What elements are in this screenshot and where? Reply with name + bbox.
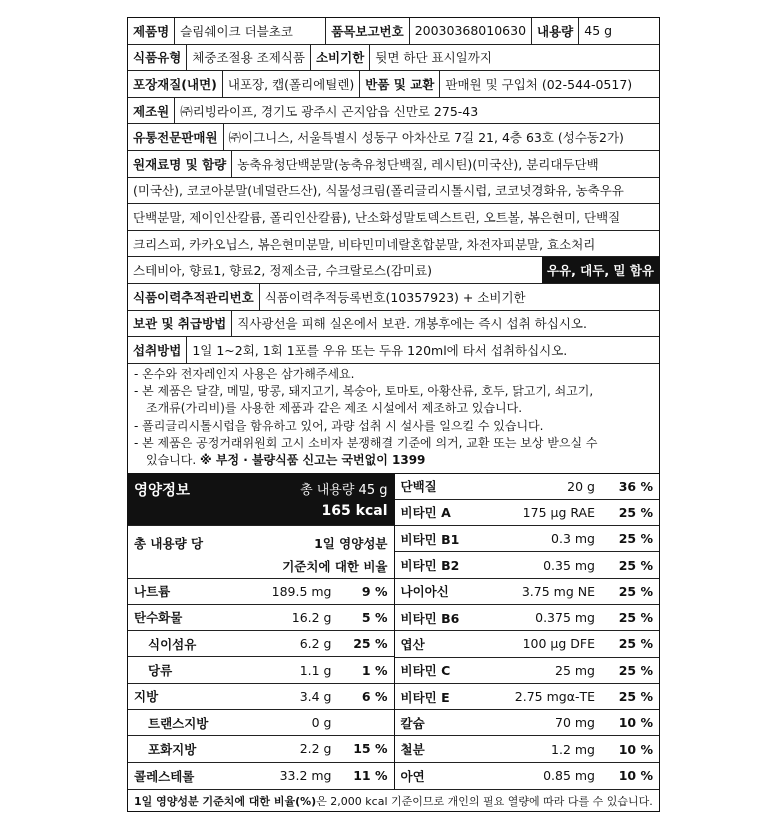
note-2a: - 본 제품은 달걀, 메밀, 땅콩, 돼지고기, 복숭아, 토마토, 아황산류, 호두, 닭고기, 쇠고기, [134,384,594,399]
nutrient-row [395,474,660,500]
nutrient-name: 콜레스테롤 [134,768,195,784]
nutrient-amount: 189.5 mg [271,583,332,599]
nutrient-amount: 1.1 g [299,662,332,678]
nutrition-basis [128,526,394,579]
nutrient-amount: 3.75 mg NE [521,583,595,599]
nutrient-row [395,684,660,710]
nutrient-percent: 25 % [618,583,653,599]
nutrient-name: 비타민 C [400,663,451,679]
nutrient-percent: 1 % [361,662,388,678]
nutrient-name: 비타민 B1 [400,531,460,547]
nutrition-right-column [394,474,660,790]
row-storage [128,311,659,338]
nutrient-amount: 3.4 g [299,688,332,704]
nutrient-percent: 6 % [361,688,388,704]
nutrient-row [395,500,660,526]
nutrient-amount: 16.2 g [291,609,332,625]
nutrient-row [128,657,394,683]
seller: ㈜이그니스, 서울특별시 성동구 아차산로 7길 21, 4층 63호 (성수동2가) [228,130,624,146]
nutrient-percent: 25 % [618,504,653,520]
nutrient-row [128,605,394,631]
note-2b: 조개류(가리비)를 사용한 제품과 같은 제조 시설에서 제조하고 있습니다. [146,401,523,416]
nutrient-amount: 33.2 mg [279,768,332,784]
nutrient-amount: 20 g [567,478,595,494]
row-ingredients [128,151,659,178]
nutrient-row [128,763,394,789]
nutrient-name: 지방 [134,689,159,705]
volume: 45 g [584,23,613,39]
expiry-label: 소비기한 [310,45,370,71]
nutrient-amount: 100 μg DFE [522,636,595,652]
nutrient-name: 칼슘 [400,715,425,731]
nutrition-header [128,474,394,526]
nutrient-percent: 25 % [618,531,653,547]
nutrient-amount: 6.2 g [299,636,332,652]
nutrient-percent: 25 % [618,636,653,652]
storage: 직사광선을 피해 실온에서 보관. 개봉후에는 즉시 섭취 하십시오. [237,316,587,332]
return-label: 반품 및 교환 [359,71,440,97]
nutrition-left-column [128,474,394,790]
row-trace [128,284,659,311]
trace-label: 식품이력추적관리번호 [128,284,260,310]
nutrient-percent: 10 % [618,768,653,784]
row-product-name [128,18,659,45]
nutrient-row [395,579,660,605]
row-intake [128,337,659,364]
return-info: 판매원 및 구입처 (02-544-0517) [445,76,633,92]
nutrient-row [128,736,394,762]
volume-label: 내용량 [531,18,579,44]
note-1: - 온수와 전자레인지 사용은 삼가해주세요. [134,366,355,381]
nutrient-percent: 25 % [618,662,653,678]
nutrient-percent: 25 % [618,689,653,705]
product-name: 슬림쉐이크 더블초코 [180,23,293,39]
nutrient-amount: 2.75 mgα-TE [514,689,595,705]
nutrient-name: 포화지방 [148,741,197,757]
basis-right-1: 1일 영양성분 [314,535,388,551]
nutrition-footer [128,789,659,811]
food-type: 체중조절용 조제식품 [192,50,305,66]
nutrition-total: 총 내용량 45 g [300,482,388,498]
nutrient-amount: 0.35 mg [543,557,595,573]
basis-left: 총 내용량 당 [134,535,204,551]
food-type-label: 식품유형 [128,45,187,71]
nutrient-amount: 0 g [311,715,332,731]
footer-rest: 은 2,000 kcal 기준이므로 개인의 필요 열량에 따라 다를 수 있습니다. [316,795,653,809]
note-4c: ※ 부정 · 불량식품 신고는 국번없이 1399 [200,453,426,468]
ingredients-line-2: (미국산), 코코아분말(네덜란드산), 식물성크림(폴리글리시톨시럽, 코코넛경화유, 농축우유 [128,178,659,205]
report-no-label: 품목보고번호 [325,18,409,44]
nutrient-name: 식이섬유 [148,636,197,652]
nutrient-amount: 1.2 mg [551,741,595,757]
note-4a: - 본 제품은 공정거래위원회 고시 소비자 분쟁해결 기준에 의거, 교환 또는 보상 받으실 수 [134,435,598,450]
packaging-label: 포장재질(내면) [128,71,223,97]
nutrient-row [395,631,660,657]
intake-label: 섭취방법 [128,337,187,363]
nutrient-percent: 11 % [353,768,388,784]
nutrient-name: 나이아신 [400,584,449,600]
trace: 식품이력추적등록번호(10357923) + 소비기한 [264,289,526,305]
notes-section [128,364,659,474]
nutrient-percent: 25 % [618,610,653,626]
storage-label: 보관 및 취급방법 [128,311,232,337]
nutrient-name: 아연 [400,768,425,784]
nutrient-name: 트랜스지방 [148,715,209,731]
note-4b-line [134,452,653,469]
nutrient-amount: 0.375 mg [535,610,595,626]
nutrient-row [395,710,660,736]
basis-right-2: 기준치에 대한 비율 [282,558,388,574]
nutrient-percent: 25 % [618,557,653,573]
nutrient-row [395,605,660,631]
nutrient-row [395,526,660,552]
nutrient-name: 비타민 B2 [400,558,460,574]
nutrient-row [395,736,660,762]
nutrient-row [395,658,660,684]
nutrient-row [128,579,394,605]
nutrient-row [128,631,394,657]
nutrient-name: 단백질 [400,479,437,495]
nutrient-row [395,763,660,789]
nutrient-percent: 15 % [353,741,388,757]
nutrient-name: 나트륨 [134,584,171,600]
row-food-type [128,45,659,72]
nutrition-table [128,474,659,790]
maker: ㈜리빙라이프, 경기도 광주시 곤지암읍 신만로 275-43 [180,103,479,119]
intake: 1일 1~2회, 1회 1포를 우유 또는 두유 120ml에 타서 섭취하십시오. [192,342,568,358]
note-4b: 있습니다. [146,453,197,468]
nutrient-name: 당류 [148,663,173,679]
nutrition-kcal: 165 kcal [321,502,388,519]
nutrient-percent: 36 % [618,478,653,494]
row-packaging [128,71,659,98]
nutrition-title: 영양정보 [134,482,191,499]
nutrient-name: 비타민 E [400,689,450,705]
row-maker [128,98,659,125]
nutrient-name: 비타민 A [400,505,451,521]
nutrient-percent: 9 % [361,583,388,599]
nutrient-amount: 70 mg [555,715,595,731]
note-3: - 폴리글리시톨시럽을 함유하고 있어, 과량 섭취 시 설사를 일으킬 수 있습니다. [134,418,544,433]
nutrient-amount: 0.85 mg [543,768,595,784]
nutrient-name: 비타민 B6 [400,610,460,626]
allergen-badge: 우유, 대두, 밀 함유 [542,257,659,283]
ingredients-label: 원재료명 및 함량 [128,151,232,177]
nutrient-percent: 25 % [353,636,388,652]
nutrient-row [128,710,394,736]
expiry: 뒷면 하단 표시일까지 [375,50,492,66]
report-no: 20030368010630 [414,23,527,39]
nutrient-amount: 2.2 g [299,741,332,757]
nutrient-name: 철분 [400,742,425,758]
seller-label: 유통전문판매원 [128,124,224,150]
nutrient-amount: 0.3 mg [551,531,595,547]
row-seller [128,124,659,151]
product-label [127,17,660,812]
ingredients-line-3: 단백분말, 제이인산칼륨, 폴리인산칼륨), 난소화성말토덱스트린, 오트볼, 볶은현미, 단백질 [128,204,659,231]
nutrient-percent: 10 % [618,715,653,731]
ingredients-line-4: 크리스피, 카카오닙스, 볶은현미분말, 비타민미네랄혼합분말, 차전자피분말, 효소처리 [128,231,659,258]
nutrient-percent: 5 % [361,609,388,625]
maker-label: 제조원 [128,98,175,124]
ingredients-line-5: 스테비아, 향료1, 향료2, 정제소금, 수크랄로스(감미료) [133,263,432,279]
packaging: 내포장, 캡(폴리에틸렌) [227,76,355,92]
nutrient-name: 탄수화물 [134,610,183,626]
nutrient-row [128,684,394,710]
row-ingredients-5 [128,257,659,284]
ingredients-line-1: 농축유청단백분말(농축유청단백질, 레시틴)(미국산), 분리대두단백 [237,156,599,172]
product-name-label: 제품명 [128,18,175,44]
nutrient-percent: 10 % [618,741,653,757]
nutrient-amount: 25 mg [555,662,595,678]
nutrient-row [395,552,660,578]
nutrient-amount: 175 μg RAE [522,504,595,520]
footer-bold: 1일 영양성분 기준치에 대한 비율(%) [134,795,317,809]
nutrient-name: 엽산 [400,636,425,652]
